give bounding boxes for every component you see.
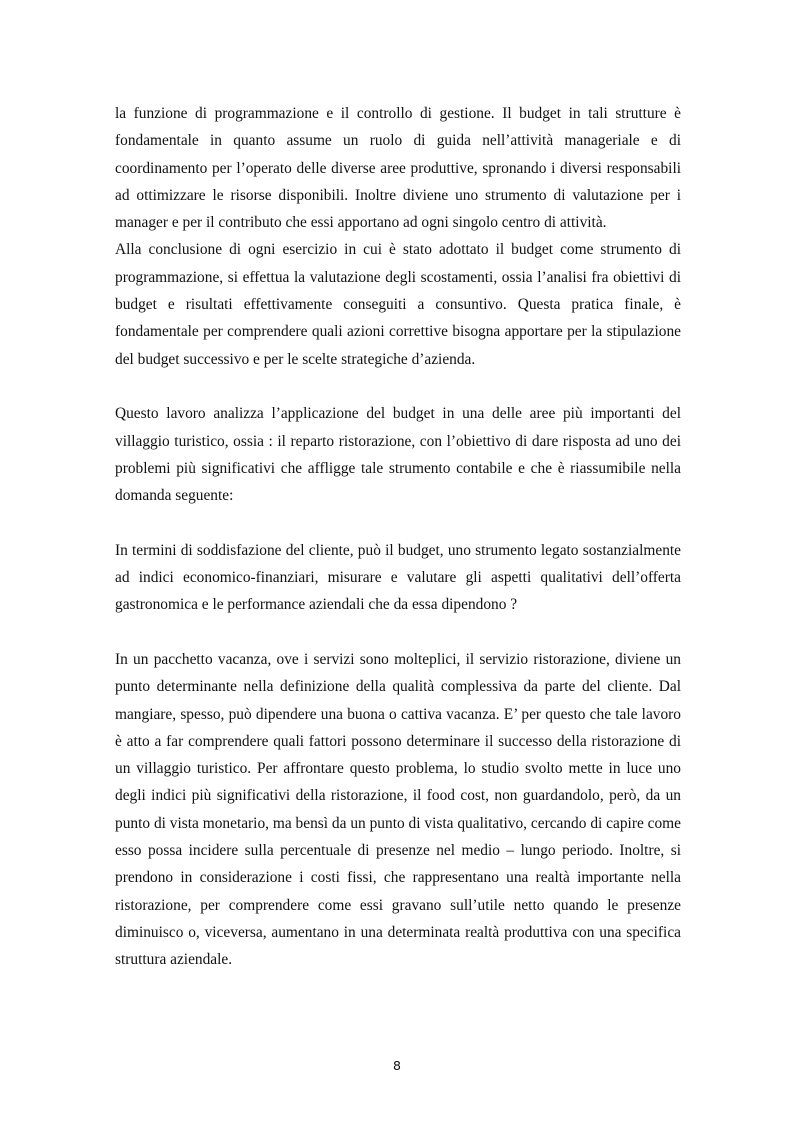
paragraph-food-cost-study: In un pacchetto vacanza, ove i servizi sono molteplici, il servizio ristorazione, diviene un punto determinante nella definizione della qualità complessiva da parte del cliente. Dal mangiare, spesso, può dipendere una buona o cattiva vacanza. E’ per questo che tale lavoro è atto a far comprendere quali fattori possono determinare il successo della ristorazione di un villaggio turistico. Per affrontare questo problema, lo studio svolto mette in luce uno degli indici più significativi della ristorazione, il food cost, non guardandolo, però, da un punto di vista monetario, ma bensì da un punto di vista qualitativo, cercando di capire come esso possa incidere sulla percentuale di presenze nel medio – lungo periodo. Inoltre, si prendono in considerazione i costi fissi, che rappresentano una realtà importante nella ristorazione, per comprendere come essi gravano sull’utile netto quando le presenze diminuisco o, viceversa, aumentano in una determinata realtà produttiva con una specifica struttura aziendale. [115, 650, 681, 969]
page-number: 8 [393, 1058, 401, 1073]
paragraph-spacer [115, 373, 681, 400]
paragraph-budget-role: la funzione di programmazione e il controllo di gestione. Il budget in tali strutture è fondamentale in quanto assume un ruolo di guida nell’attività manageriale e di coordinamento per l’operato delle diverse aree produttive, spronando i diversi responsabili ad ottimizzare le risorse disponibili. Inoltre diviene uno strumento di valutazione per i manager e per il contributo che essi apportano ad ogni singolo centro di attività. [115, 105, 681, 232]
paragraph-variance-analysis: Alla conclusione di ogni esercizio in cui è stato adottato il budget come strumento di programmazione, si effettua la valutazione degli scostamenti, ossia l’analisi fra obiettivi di budget e risultati effettivamente conseguiti a consuntivo. Questa pratica finale, è fondamentale per comprendere quali azioni correttive bisogna apportare per la stipulazione del budget successivo e per le scelte strategiche d’azienda. [115, 241, 681, 368]
paragraph-research-question: In termini di soddisfazione del cliente, può il budget, uno strumento legato sostanzialmente ad indici economico-finanziari, misurare e valutare gli aspetti qualitativi dell’offerta gastronomica e le performance aziendali che da essa dipendono ? [115, 541, 681, 614]
paragraph-work-objective: Questo lavoro analizza l’applicazione del budget in una delle aree più importanti del villaggio turistico, ossia : il reparto ristorazione, con l’obiettivo di dare risposta ad uno dei problemi più significativi che affligge tale strumento contabile e che è riassumibile nella domanda seguente: [115, 405, 681, 505]
paragraph-spacer [115, 619, 681, 646]
document-page [115, 100, 681, 974]
paragraph-spacer [115, 509, 681, 536]
